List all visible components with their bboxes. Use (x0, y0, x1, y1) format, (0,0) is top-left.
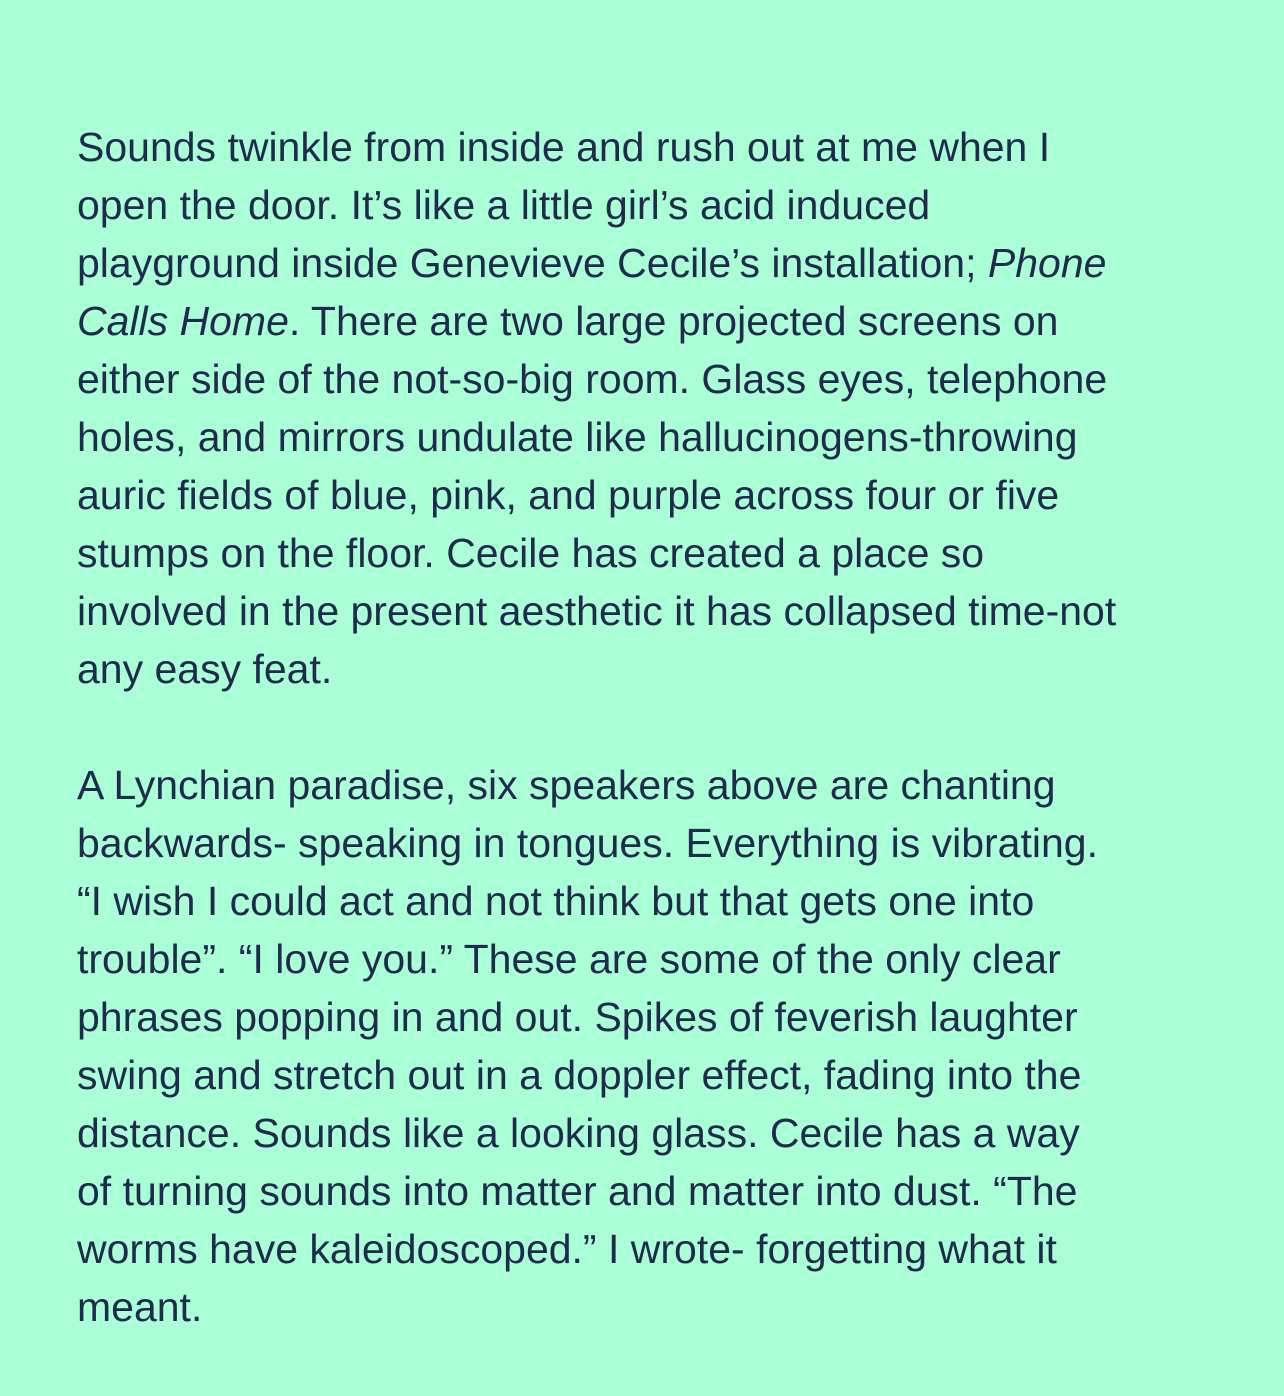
text-line (77, 234, 1247, 292)
text-line: distance. Sounds like a looking glass. Cecile has a way (77, 1110, 1080, 1156)
paragraph-1 (77, 118, 1247, 698)
text-line: any easy feat. (77, 646, 333, 692)
text-line: phrases popping in and out. Spikes of feverish laughter (77, 994, 1078, 1040)
text-line: trouble”. “I love you.” These are some of the only clear (77, 936, 1061, 982)
text-line: stumps on the floor. Cecile has created a place so (77, 530, 985, 576)
text-line: holes, and mirrors undulate like hallucinogens-throwing (77, 414, 1078, 460)
text-line: either side of the not-so-big room. Glass eyes, telephone (77, 356, 1108, 402)
text-line (77, 292, 1247, 350)
paragraph-2 (77, 756, 1247, 1336)
text-run: . There are two large projected screens on (288, 298, 1059, 344)
text-run: playground inside Genevieve Cecile’s installation; (77, 240, 988, 286)
text-line: backwards- speaking in tongues. Everything is vibrating. (77, 820, 1098, 866)
text-line: of turning sounds into matter and matter into dust. “The (77, 1168, 1078, 1214)
text-line: open the door. It’s like a little girl’s acid induced (77, 182, 931, 228)
text-line: “I wish I could act and not think but that gets one into (77, 878, 1035, 924)
text-line: swing and stretch out in a doppler effect, fading into the (77, 1052, 1082, 1098)
text-line: worms have kaleidoscoped.” I wrote- forgetting what it (77, 1226, 1057, 1272)
article-body (77, 118, 1247, 1336)
text-line: meant. (77, 1284, 203, 1330)
artwork-title-italic: Calls Home (77, 298, 289, 344)
text-line: auric fields of blue, pink, and purple across four or five (77, 472, 1060, 518)
artwork-title-italic: Phone (987, 240, 1107, 286)
text-line: A Lynchian paradise, six speakers above are chanting (77, 762, 1056, 808)
text-line: involved in the present aesthetic it has collapsed time-not (77, 588, 1117, 634)
text-line: Sounds twinkle from inside and rush out at me when I (77, 124, 1051, 170)
